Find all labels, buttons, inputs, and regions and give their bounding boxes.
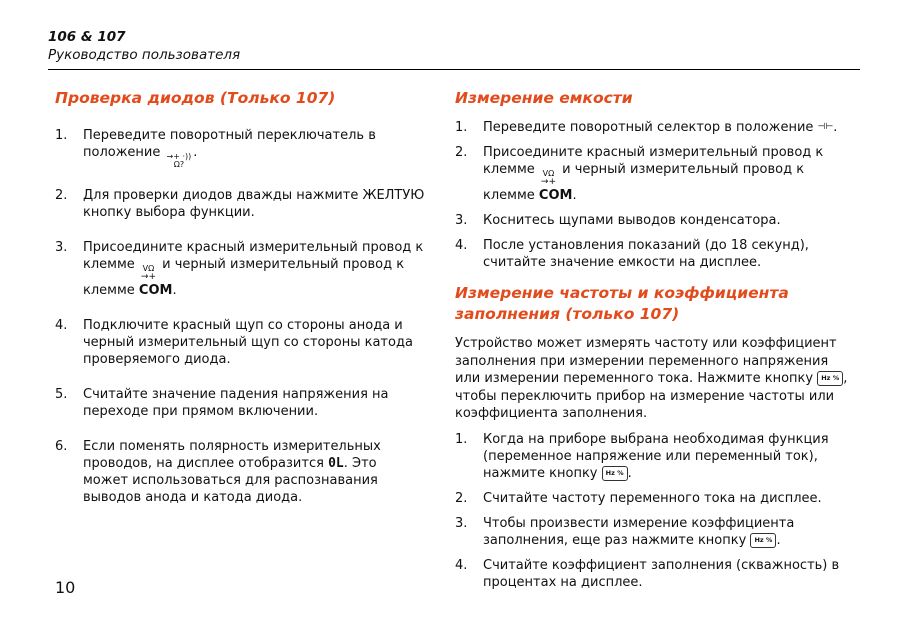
right-column — [455, 88, 855, 591]
frequency-intro: Устройство может измерять частоту или коэффициент заполнения при измерении переменного напряжения или измерении переменного тока. Нажмите кнопку Hz % , чтобы переключить прибор на измерение частоты или коэффициента заполнения. — [455, 336, 848, 421]
list-item: 3. Чтобы произвести измерение коэффициента заполнения, еще раз нажмите кнопку Hz % . — [455, 515, 795, 548]
list-item: 5. Считайте значение падения напряжения на переходе при прямом включении. — [55, 387, 389, 419]
list-item: 1. Переведите поворотный переключатель в положение →+ ·)) Ω? . — [55, 128, 376, 169]
header-rule — [48, 69, 860, 70]
overload-display-icon: 0L — [328, 456, 344, 471]
hz-percent-key-icon: Hz % — [750, 533, 776, 548]
frequency-steps — [455, 431, 855, 591]
diode-test-section — [55, 88, 425, 506]
page-header — [48, 28, 860, 64]
diode-position-icon: →+ ·)) Ω? — [166, 152, 192, 169]
model-title: 106 & 107 — [48, 29, 126, 45]
page-number: 10 — [55, 578, 76, 597]
list-item: 2. Для проверки диодов дважды нажмите ЖЕЛТУЮ кнопку выбора функции. — [55, 188, 425, 220]
list-item: 1. Когда на приборе выбрана необходимая функция (переменное напряжение или переменный ток), нажмите кнопку Hz % . — [455, 431, 829, 481]
hz-percent-key-icon: Hz % — [817, 371, 843, 386]
hz-percent-key-icon: Hz % — [602, 466, 628, 481]
vohm-jack-icon: VΩ →+ — [540, 169, 557, 187]
list-item: 2. Присоедините красный измерительный провод к клемме VΩ →+ и черный измерительный провод к клемме COM. — [455, 145, 824, 203]
vohm-jack-icon: VΩ →+ — [140, 264, 157, 282]
list-item: 3. Коснитесь щупами выводов конденсатора. — [455, 213, 781, 228]
list-item: 4. Подключите красный щуп со стороны анода и черный измерительный щуп со стороны катода проверяемого диода. — [55, 318, 413, 367]
list-item: 6. Если поменять полярность измерительных проводов, на дисплее отобразится 0L. Это может использоваться для распознавания выводов анода и катода диода. — [55, 439, 381, 505]
capacitance-title: Измерение емкости — [455, 89, 633, 107]
diode-steps — [55, 127, 425, 506]
manual-subtitle: Руководство пользователя — [48, 47, 241, 63]
capacitance-steps — [455, 119, 855, 271]
list-item: 4. После установления показаний (до 18 секунд), считайте значение емкости на дисплее. — [455, 238, 809, 270]
list-item: 1. Переведите поворотный селектор в положение ⊣⊢. — [455, 120, 838, 135]
capacitor-icon: ⊣⊢ — [817, 122, 834, 132]
frequency-title: Измерение частоты и коэффициента заполнения (только 107) — [455, 284, 789, 323]
diode-test-title: Проверка диодов (Только 107) — [55, 89, 336, 107]
list-item: 2. Считайте частоту переменного тока на дисплее. — [455, 490, 822, 506]
list-item: 3. Присоедините красный измерительный провод к клемме VΩ →+ и черный измерительный провод к клемме COM. — [55, 240, 424, 298]
list-item: 4. Считайте коэффициент заполнения (скважность) в процентах на дисплее. — [455, 557, 840, 590]
